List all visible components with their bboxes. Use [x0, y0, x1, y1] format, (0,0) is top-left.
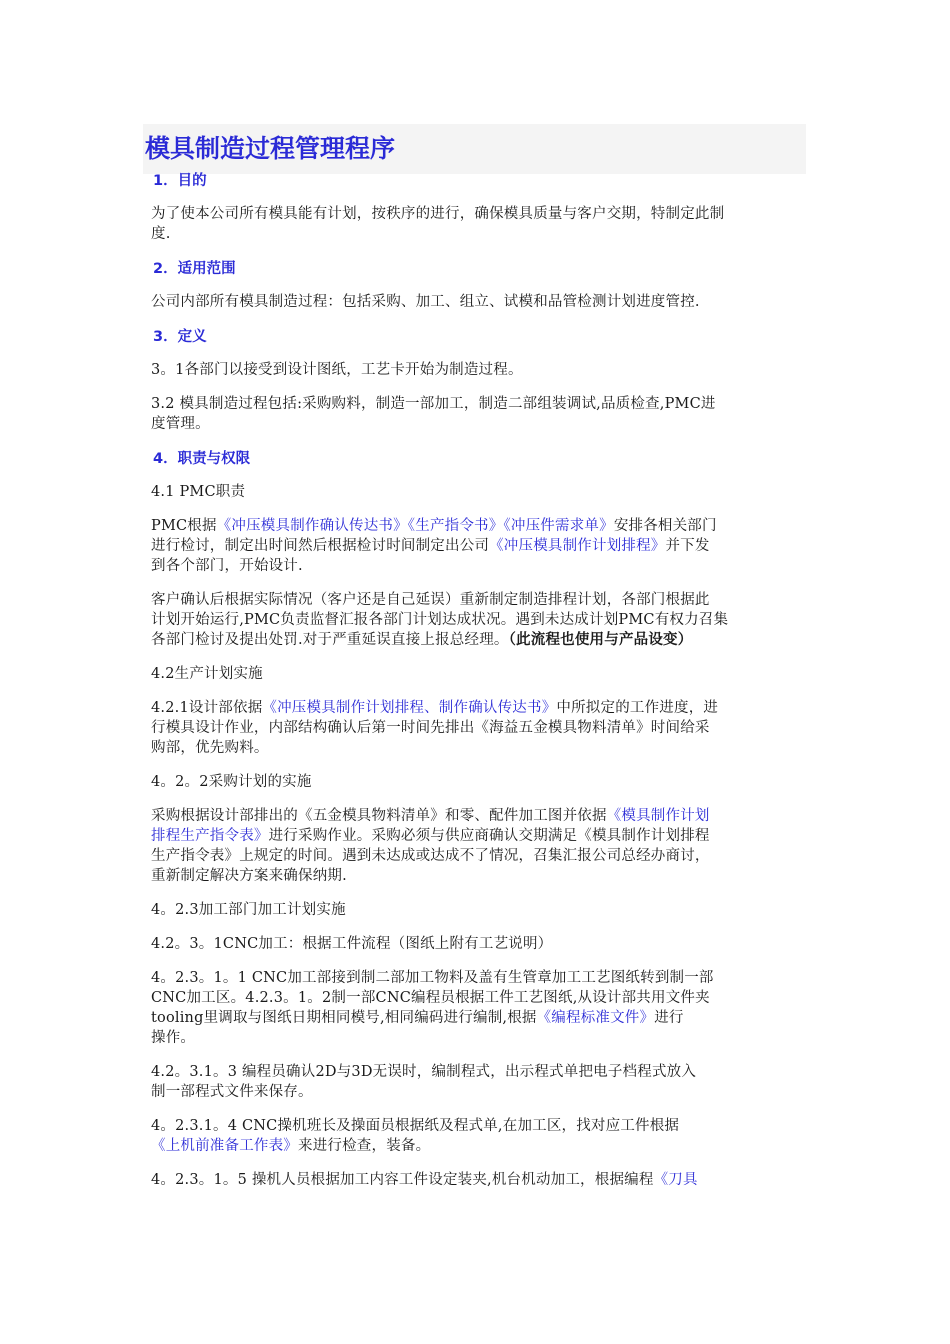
text-line: [151, 536, 805, 556]
text-run: PMC根据: [151, 518, 217, 534]
text-line: [151, 1008, 805, 1028]
subsection-title: [145, 482, 805, 502]
text-run: 进行采购作业。采购必须与供应商确认交期满足《模具制作计划排程: [268, 828, 710, 844]
text-line: 到各个部门，开始设计.: [151, 558, 303, 574]
text-line: 制一部程式文件来保存。: [151, 1084, 313, 1100]
purpose-paragraph: [145, 204, 805, 244]
text-run: 采购根据设计部排出的《五金模具物料清单》和零、配件加工图并依据: [151, 808, 607, 824]
text-line: 4.2。3。1CNC加工：根据工件流程（图纸上附有工艺说明）: [151, 936, 553, 952]
subsection-title: [145, 900, 805, 920]
text-line: 重新制定解决方案来确保纳期.: [151, 868, 347, 884]
document-link[interactable]: 《模具制作计划: [606, 808, 710, 824]
text-run: 4.2.1设计部依据: [151, 700, 263, 716]
text-run: 并下发: [665, 538, 710, 554]
document-link[interactable]: 《编程标准文件》: [536, 1010, 655, 1026]
definition-paragraph-2: [145, 394, 805, 434]
text-line: 为了使本公司所有模具能有计划，按秩序的进行，确保模具质量与客户交期，特制定此制: [151, 206, 725, 222]
purchase-plan-paragraph: [145, 806, 805, 886]
design-plan-paragraph: [145, 698, 805, 758]
text-line: [151, 806, 805, 826]
text-line: 行模具设计作业，内部结构确认后第一时间先排出《海益五金模具物料清单》时间给采: [151, 720, 710, 736]
pmc-paragraph: [145, 516, 805, 576]
document-link[interactable]: 《刀具: [653, 1172, 698, 1188]
document-title: 模具制造过程管理程序: [145, 134, 396, 163]
document-link[interactable]: 《冲压模具制作计划排程》: [489, 538, 666, 554]
text-line: 度管理。: [151, 416, 210, 432]
text-line: CNC加工区。4.2.3。1。2制一部CNC编程员根据工件工艺图纸,从设计部共用文件夹: [151, 990, 710, 1006]
text-line: 4.2。3.1。3 编程员确认2D与3D无误时，编制程式，出示程式单把电子档程式放入: [151, 1064, 697, 1080]
text-run: 来进行检查，装备。: [298, 1138, 431, 1154]
document-link[interactable]: 《冲压模具制作计划排程、制作确认传达书》: [262, 700, 557, 716]
text-line: 购部，优先购料。: [151, 740, 269, 756]
text-line: 客户确认后根据实际情况（客户还是自己延误）重新制定制造排程计划，各部门根据此: [151, 592, 710, 608]
text-line: 4。2.3。1。1 CNC加工部接到制二部加工物料及盖有生管章加工工艺图纸转到制一部: [151, 970, 714, 986]
document-link[interactable]: 《冲压模具制作确认传达书》《生产指令书》《冲压件需求单》: [216, 518, 614, 534]
definition-paragraph-1: [145, 360, 805, 380]
text-line: 公司内部所有模具制造过程：包括采购、加工、组立、试模和品管检测计划进度管控.: [151, 294, 700, 310]
bold-note: （此流程也使用与产品设变）: [508, 631, 693, 648]
text-run: 4。2.3。1。5 操机人员根据加工内容工件设定装夹,机台机动加工，根据编程: [151, 1172, 654, 1188]
document-link[interactable]: 排程生产指令表》: [151, 828, 269, 844]
subsection-title: [145, 772, 805, 792]
document-link[interactable]: 《上机前准备工作表》: [151, 1138, 298, 1154]
customer-confirm-paragraph: [145, 590, 805, 650]
machining-paragraph: [145, 1170, 805, 1190]
scope-paragraph: [145, 292, 805, 312]
text-run: 进行检讨，制定出时间然后根据检讨时间制定出公司: [151, 538, 490, 554]
section-heading-scope: 2．适用范围: [153, 261, 236, 277]
text-line: [151, 826, 805, 846]
text-line: 4.2生产计划实施: [151, 666, 263, 682]
text-line: 操作。: [151, 1030, 196, 1046]
operator-paragraph: [145, 1116, 805, 1156]
text-line: [151, 698, 805, 718]
text-line: [151, 1170, 805, 1190]
section-heading-responsibility: 4．职责与权限: [153, 451, 251, 467]
text-line: 4。2.3加工部门加工计划实施: [151, 902, 346, 918]
text-line: 4。2.3.1。4 CNC操机班长及操面员根据纸及程式单,在加工区，找对应工件根据: [151, 1118, 680, 1134]
text-line: 3.2 模具制造过程包括:采购购料，制造一部加工，制造二部组装调试,品质检查,PMC进: [151, 396, 716, 412]
text-run: tooling里调取与图纸日期相同模号,相同编码进行编制,根据: [151, 1010, 537, 1026]
text-run: 安排各相关部门: [613, 518, 717, 534]
programmer-paragraph: [145, 1062, 805, 1102]
text-line: 生产指令表》上规定的时间。遇到未达成或达成不了情况，召集汇报公司总经办商讨，: [151, 848, 710, 864]
text-run: 进行: [654, 1010, 684, 1026]
cnc-paragraph: [145, 968, 805, 1048]
text-line: 4.1 PMC职责: [151, 484, 246, 500]
text-line: 度.: [151, 226, 171, 242]
section-heading-definition: 3．定义: [153, 329, 207, 345]
text-run: 中所拟定的工作进度，进: [556, 700, 719, 716]
text-line: 计划开始运行,PMC负责监督汇报各部门计划达成状况。遇到未达成计划PMC有权力召集: [151, 612, 729, 628]
subsection-title: [145, 934, 805, 954]
text-line: 3。1各部门以接受到设计图纸，工艺卡开始为制造过程。: [151, 362, 523, 378]
subsection-title: [145, 664, 805, 684]
text-line: [151, 516, 805, 536]
text-line: 4。2。2采购计划的实施: [151, 774, 312, 790]
text-line: [151, 1136, 805, 1156]
text-line: [151, 630, 805, 650]
document-body: [145, 170, 805, 1190]
text-run: 各部门检讨及提出处罚.对于严重延误直接上报总经理。: [151, 632, 509, 648]
section-heading-purpose: 1．目的: [153, 173, 207, 189]
